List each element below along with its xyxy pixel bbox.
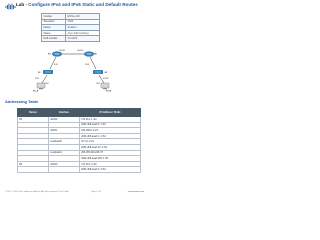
label-s2: S2: [104, 72, 108, 74]
cell-interface: [49, 167, 80, 173]
r2-s2-cable: [90, 57, 96, 69]
cell-ip: 192.168.0.1 /24: [80, 128, 141, 134]
cell-ip: 2001:db8:acad:10::1 /64: [80, 144, 141, 150]
cell-ip: 209.165.200.225 /27: [80, 150, 141, 156]
footer-link[interactable]: www.netacad.com: [127, 191, 144, 193]
cell-ip: 172.16.1.1 /24: [80, 117, 141, 123]
info-key: Course: [42, 14, 66, 20]
column-header-ip: IP Address / Prefix: [80, 109, 141, 117]
cell-ip: 2001:db8:acad:2::2 /64: [80, 167, 141, 173]
info-table: [41, 13, 100, 42]
info-value: Student: [66, 25, 100, 31]
cell-interface: Loopback0: [49, 139, 80, 145]
info-row: [42, 36, 100, 42]
title-lead: Lab -: [16, 2, 27, 7]
cell-device: [18, 167, 49, 173]
column-header-interface: Interface: [49, 109, 80, 117]
document-page: [0, 0, 149, 198]
pc-b-icon: [101, 83, 109, 89]
label-r1-g001: G0/0/1: [59, 50, 66, 52]
column-header-device: Device: [18, 109, 49, 117]
label-pca-nic: NIC: [45, 83, 50, 85]
label-r1: R1: [48, 53, 51, 56]
footer-copyright: © 2019 - 2024 Cisco and/or its affiliates. All rights reserved. Cisco Public: [5, 191, 70, 193]
info-value: ENSA-100: [66, 14, 100, 20]
cell-interface: G0/0/0: [49, 117, 80, 123]
label-pcb: PC-B: [106, 90, 112, 92]
info-key: Name: [42, 30, 66, 36]
cell-device: R2: [18, 161, 49, 167]
page-title: [16, 2, 138, 7]
info-key: Semester: [42, 19, 66, 25]
info-value: 2024: [66, 19, 100, 25]
info-key: Name: [42, 25, 66, 31]
label-s2-f06: F0/6: [85, 64, 90, 66]
label-r2-g000: G0/0/0: [77, 50, 84, 52]
table-row: [18, 167, 141, 173]
info-value: 02-0225: [66, 36, 100, 42]
section-title: Addressing Table: [5, 99, 39, 104]
cell-interface: G0/0/0: [49, 161, 80, 167]
cell-device: R1: [18, 117, 49, 123]
label-s1-f01: F0/1: [54, 64, 59, 66]
title-text: Configure IPv4 and IPv6 Static and Default Routes: [28, 2, 138, 7]
footer-page-number: Page 1 of 9: [91, 191, 102, 193]
cell-interface: Loopback1: [49, 150, 80, 156]
router-r1-icon: [52, 51, 62, 56]
topology-diagram: [30, 42, 116, 92]
addressing-table: [17, 108, 141, 173]
cell-interface: G0/0/1: [49, 128, 80, 134]
label-s1-f05: F0/5: [35, 78, 40, 80]
label-s2-f018: F0/18: [103, 78, 109, 80]
info-value: Aryo Adhi Andiang: [66, 30, 100, 36]
label-pcb-nic: NIC: [96, 83, 101, 85]
cell-ip: 2001:db8:acad:1::1 /64: [80, 133, 141, 139]
s1-pca-cable: [42, 75, 47, 83]
router-r2-icon: [84, 51, 94, 56]
label-r2: R2: [94, 53, 97, 56]
switch-s2-icon: [93, 70, 103, 74]
switch-s1-icon: [43, 70, 53, 74]
label-pca: PC-A: [33, 90, 39, 92]
info-key: Roll number: [42, 36, 66, 42]
label-s1: S1: [38, 72, 41, 74]
table-header-row: [18, 109, 141, 117]
cell-ip: 2001:db8:acad:2::1 /64: [80, 122, 141, 128]
r1-s1-cable: [50, 57, 56, 69]
cell-ip: 2001:db8:acad:209::1 /64: [80, 156, 141, 162]
cell-ip: 172.16.1.2 /24: [80, 161, 141, 167]
cell-ip: 10.1.0.1 /24: [80, 139, 141, 145]
pc-a-icon: [37, 83, 45, 89]
